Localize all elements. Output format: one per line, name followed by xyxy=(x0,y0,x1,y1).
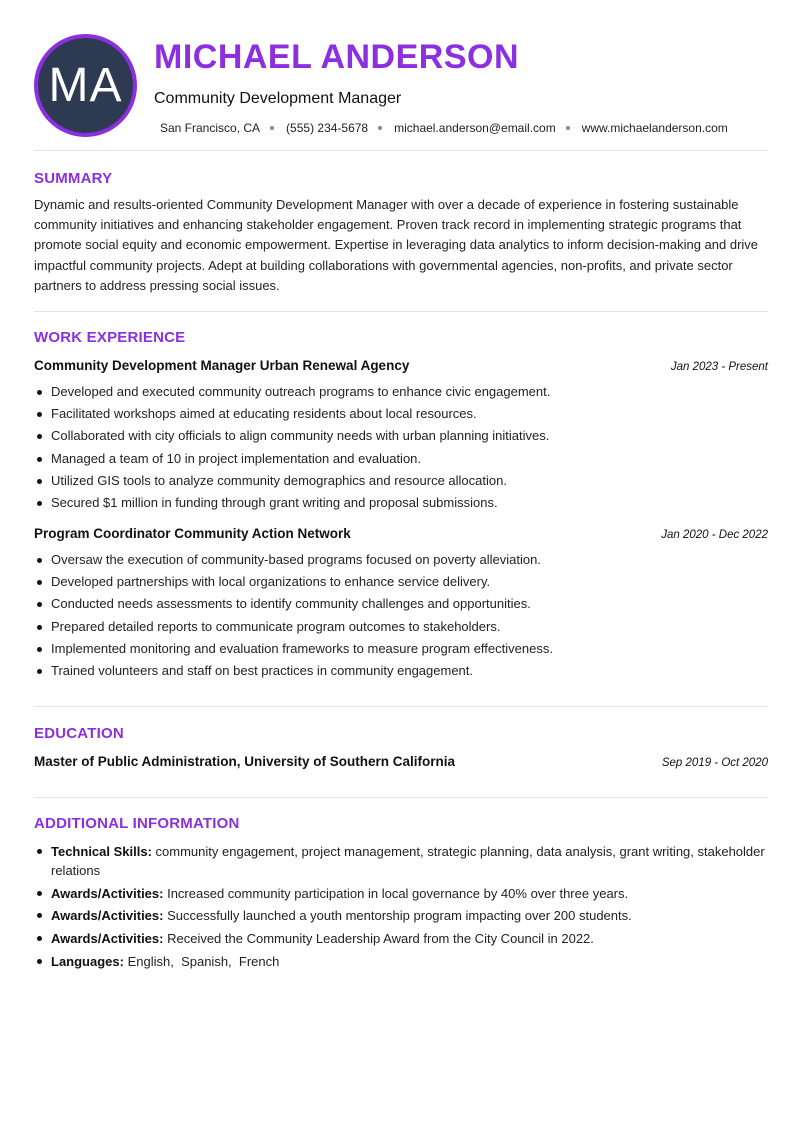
candidate-name: MICHAEL ANDERSON xyxy=(154,38,520,76)
contact-phone: (555) 234-5678 xyxy=(286,121,369,135)
list-item: Utilized GIS tools to analyze community demographics and resource allocation. xyxy=(34,470,768,492)
avatar xyxy=(34,34,137,137)
list-item xyxy=(34,842,768,880)
list-item: Trained volunteers and staff on best practices in community engagement. xyxy=(34,660,768,682)
summary-heading: SUMMARY xyxy=(34,170,113,187)
separator-dot-icon xyxy=(566,126,570,130)
item-text: Increased community participation in local governance by 40% over three years. xyxy=(167,885,629,901)
contact-line xyxy=(160,121,728,135)
contact-location: San Francisco, CA xyxy=(160,121,261,135)
list-item xyxy=(34,884,768,903)
list-item: Managed a team of 10 in project implementation and evaluation. xyxy=(34,448,768,470)
list-item xyxy=(34,952,768,971)
section-divider xyxy=(34,311,768,312)
item-label: Awards/Activities: xyxy=(51,885,164,901)
education-heading: EDUCATION xyxy=(34,725,124,742)
summary-text: Dynamic and results-oriented Community Development Manager with over a decade of experience in fostering sustainable community initiatives and enhancing stakeholder engagement. Proven track record in implementing strategic programs that promote social equity and economic empowerment. Expertise in leveraging data analytics to inform decision-making and drive impactful community projects. Adept at building collaborations with governmental agencies, non-profits, and private sector partners to address pressing social issues. xyxy=(34,197,759,293)
additional-heading: ADDITIONAL INFORMATION xyxy=(34,815,240,832)
education-dates: Sep 2019 - Oct 2020 xyxy=(661,757,768,769)
item-label: Languages: xyxy=(51,953,124,969)
item-label: Technical Skills: xyxy=(51,844,152,859)
job-bullets xyxy=(34,549,768,682)
list-item: Oversaw the execution of community-based programs focused on poverty alleviation. xyxy=(34,549,768,571)
list-item: Prepared detailed reports to communicate program outcomes to stakeholders. xyxy=(34,616,768,638)
job-role: Community Development Manager Urban Renewal Agency xyxy=(34,358,410,373)
job-dates: Jan 2020 - Dec 2022 xyxy=(661,529,768,541)
list-item: Developed and executed community outreach programs to enhance civic engagement. xyxy=(34,381,768,403)
section-divider xyxy=(34,797,768,798)
contact-email[interactable]: michael.anderson@email.com xyxy=(394,121,556,135)
list-item: Facilitated workshops aimed at educating residents about local resources. xyxy=(34,403,768,425)
job-header xyxy=(34,358,768,373)
education-entry xyxy=(34,754,768,769)
section-divider xyxy=(34,150,768,151)
item-text: community engagement, project management, strategic planning, data analysis, grant writing, stakeholder relations xyxy=(51,844,765,878)
item-text: English, Spanish, French xyxy=(127,953,280,969)
education-degree: Master of Public Administration, University of Southern California xyxy=(34,754,456,769)
section-divider xyxy=(34,706,768,707)
candidate-title: Community Development Manager xyxy=(154,90,402,107)
job-role: Program Coordinator Community Action Network xyxy=(34,526,351,541)
additional-list xyxy=(34,842,768,974)
list-item: Collaborated with city officials to align community needs with urban planning initiatives. xyxy=(34,425,768,447)
separator-dot-icon xyxy=(270,126,274,130)
resume-header xyxy=(34,34,768,138)
list-item: Secured $1 million in funding through grant writing and proposal submissions. xyxy=(34,492,768,514)
avatar-initials: MA xyxy=(48,59,123,112)
job-bullets xyxy=(34,381,768,514)
list-item xyxy=(34,929,768,948)
separator-dot-icon xyxy=(378,126,382,130)
item-text: Received the Community Leadership Award from the City Council in 2022. xyxy=(167,930,594,946)
experience-heading: WORK EXPERIENCE xyxy=(34,329,186,346)
contact-website[interactable]: www.michaelanderson.com xyxy=(581,121,728,135)
list-item: Implemented monitoring and evaluation frameworks to measure program effectiveness. xyxy=(34,638,768,660)
item-text: Successfully launched a youth mentorship program impacting over 200 students. xyxy=(167,908,632,924)
list-item: Conducted needs assessments to identify community challenges and opportunities. xyxy=(34,593,768,615)
item-label: Awards/Activities: xyxy=(51,930,164,946)
item-label: Awards/Activities: xyxy=(51,908,164,924)
list-item: Developed partnerships with local organizations to enhance service delivery. xyxy=(34,571,768,593)
job-dates: Jan 2023 - Present xyxy=(670,361,768,373)
job-header xyxy=(34,526,768,541)
list-item xyxy=(34,906,768,925)
